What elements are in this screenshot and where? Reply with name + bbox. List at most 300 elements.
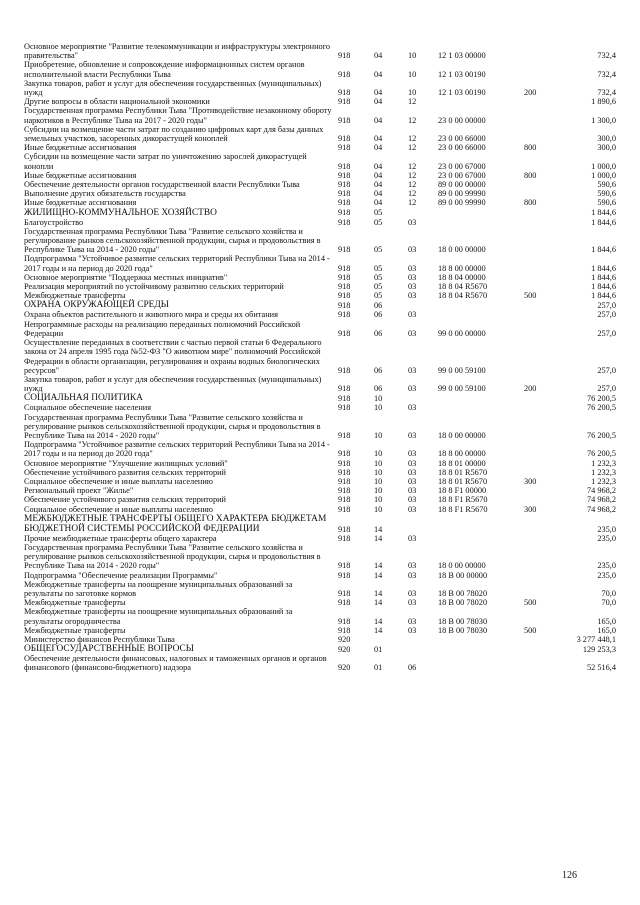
table-row [24,254,616,272]
row-subsection: 03 [408,570,417,580]
row-amount: 76 200,5 [586,449,616,459]
row-amount: 235,0 [597,524,616,534]
table-row [24,125,616,143]
row-target-article [436,310,522,319]
row-subsection [406,644,436,654]
page-number: 126 [562,870,577,881]
row-glava: 918 [338,524,351,534]
row-glava: 918 [338,328,351,338]
row-target-article: 99 0 00 59100 [438,365,486,375]
row-subsection: 03 [408,245,417,255]
table-row [24,320,616,338]
table-row [24,338,616,375]
row-amount: 590,6 [597,189,616,199]
row-name: Основное мероприятие "Развитие телекоммуникации и инфраструктуры электронного правительства" [24,42,331,61]
row-section: 01 [374,644,383,654]
row-target-article: 18 0 00 00000 [438,430,486,440]
row-section: 10 [374,476,383,486]
row-section: 04 [374,134,383,144]
row-subsection: 03 [408,504,417,514]
row-glava: 918 [338,97,351,107]
row-glava: 918 [338,467,351,477]
row-target-article: 18 8 04 00000 [438,272,486,282]
row-expense-type [522,42,556,60]
row-name: СОЦИАЛЬНАЯ ПОЛИТИКА [24,393,143,404]
row-name: Социальное обеспечение населения [24,403,152,413]
row-target-article [436,403,522,412]
row-expense-type [522,254,556,272]
row-expense-type [522,580,556,598]
row-amount: 1 232,3 [591,476,616,486]
row-section: 04 [374,180,383,190]
table-row [24,273,616,282]
row-expense-type: 800 [524,170,537,180]
row-subsection: 10 [408,69,417,79]
row-expense-type [522,189,556,198]
row-expense-type [522,495,556,504]
row-name: Государственная программа Республики Тыва "Развитие сельского хозяйства и регулирование рынков сельскохозяйственной продукции, сырья и продовольствия в Республике Тыва на 2014 - 2020 годы" [24,542,321,571]
row-target-article: 99 0 00 00000 [438,328,486,338]
row-subsection: 03 [408,291,417,301]
row-glava: 918 [338,189,351,199]
row-section: 06 [374,310,383,320]
row-expense-type [522,106,556,124]
table-row [24,198,616,207]
row-name: Иные бюджетные ассигнования [24,198,137,208]
row-target-article [436,97,522,106]
row-glava: 918 [338,198,351,208]
row-subsection: 03 [408,310,417,320]
row-name: Подпрограмма "Обеспечение реализации Программы" [24,570,218,580]
row-name: Социальное обеспечение и иные выплаты населению [24,476,213,486]
table-row [24,486,616,495]
row-subsection: 10 [408,88,417,98]
row-amount: 257,0 [597,328,616,338]
table-row [24,152,616,170]
row-amount: 76 200,5 [586,403,616,413]
table-row [24,171,616,180]
row-section: 04 [374,143,383,153]
table-row [24,227,616,255]
row-glava: 918 [338,598,351,608]
row-glava: 918 [338,504,351,514]
row-name: Выполнение других обязательств государства [24,189,186,199]
row-name: Субсидии на возмещение части затрат по уничтожению зарослей дикорастущей конопли [24,152,307,171]
row-section: 14 [374,561,383,571]
row-expense-type: 500 [524,625,537,635]
row-expense-type [522,300,556,310]
table-row [24,208,616,218]
row-glava: 918 [338,115,351,125]
row-section: 04 [374,189,383,199]
row-subsection: 12 [408,161,417,171]
row-glava: 918 [338,625,351,635]
row-glava: 918 [338,403,351,413]
row-section: 04 [374,115,383,125]
row-subsection: 10 [408,51,417,61]
row-glava: 918 [338,570,351,580]
row-subsection: 03 [408,263,417,273]
row-subsection: 03 [408,458,417,468]
row-subsection: 03 [408,282,417,292]
row-glava: 918 [338,170,351,180]
row-glava: 918 [338,134,351,144]
row-amount: 732,4 [597,51,616,61]
row-amount: 590,6 [597,198,616,208]
row-name: Межбюджетные трансферты [24,625,126,635]
row-name: Межбюджетные трансферты [24,291,126,301]
row-subsection: 12 [408,97,417,107]
row-subsection: 03 [408,495,417,505]
table-row [24,477,616,486]
row-subsection [406,635,436,644]
table-row [24,300,616,310]
row-expense-type [522,571,556,580]
table-row [24,459,616,468]
row-subsection: 12 [408,170,417,180]
row-glava: 918 [338,588,351,598]
row-target-article: 18 8 00 00000 [438,263,486,273]
table-row [24,468,616,477]
table-row [24,282,616,291]
row-glava: 918 [338,486,351,496]
row-glava: 918 [338,180,351,190]
row-section: 14 [374,598,383,608]
row-amount: 1 000,0 [591,161,616,171]
row-target-article: 18 8 F1 R5670 [438,495,488,505]
table-row [24,60,616,78]
row-subsection: 03 [408,430,417,440]
row-amount: 1 890,6 [591,97,616,107]
row-amount: 1 844,6 [591,208,616,218]
row-amount: 257,0 [597,384,616,394]
row-target-article: 18 В 00 00000 [438,570,488,580]
row-subsection: 12 [408,180,417,190]
row-target-article: 18 8 04 R5670 [438,282,488,292]
row-glava: 918 [338,282,351,292]
row-amount: 257,0 [597,301,616,311]
row-section: 14 [374,524,383,534]
row-amount: 52 516,4 [586,663,616,673]
row-subsection [406,208,436,218]
row-expense-type: 300 [524,476,537,486]
row-target-article: 23 0 00 67000 [438,161,486,171]
row-amount: 257,0 [597,365,616,375]
row-subsection: 12 [408,198,417,208]
row-target-article [436,514,522,534]
row-name: Благоустройство [24,217,84,227]
row-glava: 918 [338,384,351,394]
row-subsection: 06 [408,663,417,673]
row-expense-type [522,60,556,78]
row-glava: 918 [338,291,351,301]
row-subsection: 12 [408,189,417,199]
row-expense-type [522,310,556,319]
table-row [24,534,616,543]
row-amount: 1 000,0 [591,170,616,180]
table-row [24,79,616,97]
table-row [24,505,616,514]
row-name: Непрограммные расходы на реализацию переданных полномочий Российской Федерации [24,319,301,338]
row-glava: 920 [338,634,351,644]
row-name: Приобретение, обновление и сопровождение информационных систем органов исполнительной власти Республики Тыва [24,60,305,79]
row-expense-type [522,180,556,189]
row-amount: 1 844,6 [591,245,616,255]
row-subsection: 03 [408,476,417,486]
row-name: Субсидии на возмещение части затрат по созданию цифровых карт для базы данных земельных участков, засоренных дикорастущей коноплей [24,124,324,144]
row-target-article: 18 В 00 78030 [438,616,488,626]
row-glava: 918 [338,69,351,79]
row-expense-type [522,227,556,255]
row-expense-type [522,440,556,458]
row-name: Иные бюджетные ассигнования [24,143,137,153]
row-amount: 257,0 [597,310,616,320]
row-expense-type [522,338,556,375]
row-target-article: 23 0 00 66000 [438,134,486,144]
row-name: Государственная программа Республики Тыва "Развитие сельского хозяйства и регулирование рынков сельскохозяйственной продукции, сырья и продовольствия в Республике Тыва на 2014 - 2020 годы" [24,412,321,440]
row-glava: 918 [338,88,351,98]
row-expense-type [522,413,556,441]
table-row [24,189,616,198]
row-glava: 920 [338,644,351,654]
row-expense-type [522,320,556,338]
row-amount: 300,0 [597,134,616,144]
row-name: Реализация мероприятий по устойчивому развитию сельских территорий [24,282,284,292]
table-row [24,403,616,412]
row-section: 05 [374,291,383,301]
table-row [24,310,616,319]
row-section: 10 [374,486,383,496]
row-amount: 1 232,3 [591,458,616,468]
row-glava: 918 [338,616,351,626]
row-expense-type [522,403,556,412]
row-glava: 918 [338,245,351,255]
row-section: 05 [374,217,383,227]
table-row [24,495,616,504]
row-amount: 732,4 [597,88,616,98]
row-expense-type [522,459,556,468]
row-amount: 76 200,5 [586,394,616,404]
row-amount: 70,0 [601,588,616,598]
row-subsection: 03 [408,588,417,598]
row-expense-type [522,218,556,227]
row-amount: 590,6 [597,180,616,190]
row-section: 04 [374,161,383,171]
row-section: 05 [374,282,383,292]
row-glava: 918 [338,365,351,375]
table-row [24,218,616,227]
row-section: 04 [374,170,383,180]
row-subsection: 03 [408,533,417,543]
row-target-article: 18 В 00 78020 [438,588,488,598]
row-glava: 920 [338,663,351,673]
row-target-article [436,534,522,543]
row-name: Другие вопросы в области национальной экономики [24,97,210,107]
row-name: Межбюджетные трансферты на поощрение муниципальных образований за результаты по заготовке кормов [24,579,293,598]
budget-table [24,42,616,673]
row-target-article: 18 8 01 00000 [438,458,486,468]
row-subsection: 03 [408,365,417,375]
row-section: 10 [374,458,383,468]
row-expense-type [522,282,556,291]
row-target-article [436,644,522,654]
row-name: Закупка товаров, работ и услуг для обеспечения государственных (муниципальных) нужд [24,374,322,394]
row-name: Охрана объектов растительного и животного мира и среды их обитания [24,310,278,320]
row-subsection: 03 [408,625,417,635]
table-row [24,440,616,458]
row-name: Подпрограмма "Устойчивое развитие сельских территорий Республики Тыва на 2014 - 2017 годы и на период до 2020 года" [24,254,330,273]
row-amount: 235,0 [597,533,616,543]
row-section: 05 [374,272,383,282]
table-row [24,654,616,672]
row-amount: 300,0 [597,143,616,153]
row-glava: 918 [338,263,351,273]
table-row [24,543,616,571]
row-amount: 732,4 [597,69,616,79]
row-section: 10 [374,430,383,440]
table-row [24,375,616,393]
row-subsection: 03 [408,467,417,477]
row-expense-type [522,152,556,170]
row-expense-type: 500 [524,291,537,301]
table-row [24,644,616,654]
row-expense-type [522,607,556,625]
row-subsection: 03 [408,449,417,459]
row-target-article: 18 8 00 00000 [438,449,486,459]
row-expense-type [522,543,556,571]
row-section [372,635,406,644]
row-target-article: 18 0 00 00000 [438,561,486,571]
row-name: Государственная программа Республики Тыва "Развитие сельского хозяйства и регулирование рынков сельскохозяйственной продукции, сырья и продовольствия в Республике Тыва на 2014 - 2020 годы" [24,226,321,255]
row-subsection: 03 [408,561,417,571]
row-subsection: 03 [408,217,417,227]
row-section: 06 [374,365,383,375]
table-row [24,626,616,635]
row-target-article: 12 1 03 00190 [438,88,486,98]
row-subsection: 12 [408,115,417,125]
row-section: 10 [374,467,383,477]
row-section: 10 [374,495,383,505]
row-subsection: 03 [408,403,417,413]
table-row [24,106,616,124]
row-section: 06 [374,301,383,311]
row-expense-type [522,393,556,403]
row-expense-type [522,97,556,106]
row-name: Обеспечение устойчивого развития сельских территорий [24,467,226,477]
row-target-article: 89 0 00 99990 [438,198,486,208]
row-section: 05 [374,208,383,218]
row-name: ОБЩЕГОСУДАРСТВЕННЫЕ ВОПРОСЫ [24,644,194,655]
row-name: Межбюджетные трансферты на поощрение муниципальных образований за результаты огородничества [24,607,293,626]
row-amount: 1 844,6 [591,291,616,301]
row-target-article: 89 0 00 99990 [438,189,486,199]
table-row [24,97,616,106]
row-section: 10 [374,449,383,459]
row-target-article [436,635,522,644]
row-subsection: 12 [408,134,417,144]
row-target-article: 18 8 04 R5670 [438,291,488,301]
row-glava: 918 [338,458,351,468]
row-expense-type: 200 [524,88,537,98]
row-section: 04 [374,198,383,208]
row-amount: 165,0 [597,625,616,635]
row-section: 04 [374,97,383,107]
row-name: Обеспечение деятельности органов государственной власти Республики Тыва [24,180,300,190]
row-section: 04 [374,88,383,98]
row-target-article: 89 0 00 00000 [438,180,486,190]
row-target-article [436,208,522,218]
row-glava: 918 [338,561,351,571]
row-amount: 165,0 [597,616,616,626]
table-row [24,143,616,152]
row-name: Межбюджетные трансферты [24,598,126,608]
row-subsection: 03 [408,598,417,608]
row-target-article: 23 0 00 00000 [438,115,486,125]
row-section: 14 [374,616,383,626]
row-target-article: 99 0 00 59100 [438,384,486,394]
row-glava: 918 [338,430,351,440]
table-row [24,393,616,403]
row-amount: 76 200,5 [586,430,616,440]
row-glava: 918 [338,449,351,459]
row-glava: 918 [338,143,351,153]
row-name: Государственная программа Республики Тыва "Противодействие незаконному обороту наркотиков в Республике Тыва на 2017 - 2020 годы" [24,106,332,125]
row-target-article: 12 1 03 00190 [438,69,486,79]
row-glava: 918 [338,208,351,218]
row-amount: 1 844,6 [591,282,616,292]
table-row [24,180,616,189]
row-amount: 235,0 [597,570,616,580]
row-amount: 1 844,6 [591,272,616,282]
row-name: Прочие межбюджетные трансферты общего характера [24,533,217,543]
row-target-article: 18 В 00 78020 [438,598,488,608]
row-expense-type: 800 [524,143,537,153]
row-amount: 1 844,6 [591,217,616,227]
row-section: 14 [374,570,383,580]
row-name: Осуществление переданных в соответствии с частью первой статьи 6 Федерального закона от 24 апреля 1995 года №52-ФЗ "О животном мире" полномочий Российской Федерации в области организации, регулирования и охраны водных биологических ресурсов" [24,338,322,375]
row-name: Иные бюджетные ассигнования [24,170,137,180]
row-amount: 3 277 448,1 [576,634,616,644]
row-subsection [406,514,436,534]
row-name: ОХРАНА ОКРУЖАЮЩЕЙ СРЕДЫ [24,300,169,311]
table-row [24,571,616,580]
row-expense-type [522,486,556,495]
row-target-article: 18 8 F1 00000 [438,486,487,496]
row-section: 14 [374,588,383,598]
row-target-article [436,300,522,310]
row-amount: 235,0 [597,561,616,571]
row-expense-type: 200 [524,384,537,394]
row-section: 14 [374,625,383,635]
row-glava: 918 [338,161,351,171]
row-expense-type [522,273,556,282]
row-section: 06 [374,328,383,338]
row-target-article: 18 В 00 78030 [438,625,488,635]
row-glava: 918 [338,301,351,311]
row-subsection: 03 [408,616,417,626]
row-expense-type [522,468,556,477]
row-expense-type [522,514,556,534]
row-target-article: 18 8 F1 R5670 [438,504,488,514]
row-amount: 74 968,2 [586,504,616,514]
table-row [24,635,616,644]
row-expense-type: 300 [524,504,537,514]
budget-table-body [24,42,616,673]
row-name: Социальное обеспечение и иные выплаты населению [24,504,213,514]
row-glava: 918 [338,394,351,404]
row-name: Региональный проект "Жилье" [24,486,134,496]
table-row [24,413,616,441]
